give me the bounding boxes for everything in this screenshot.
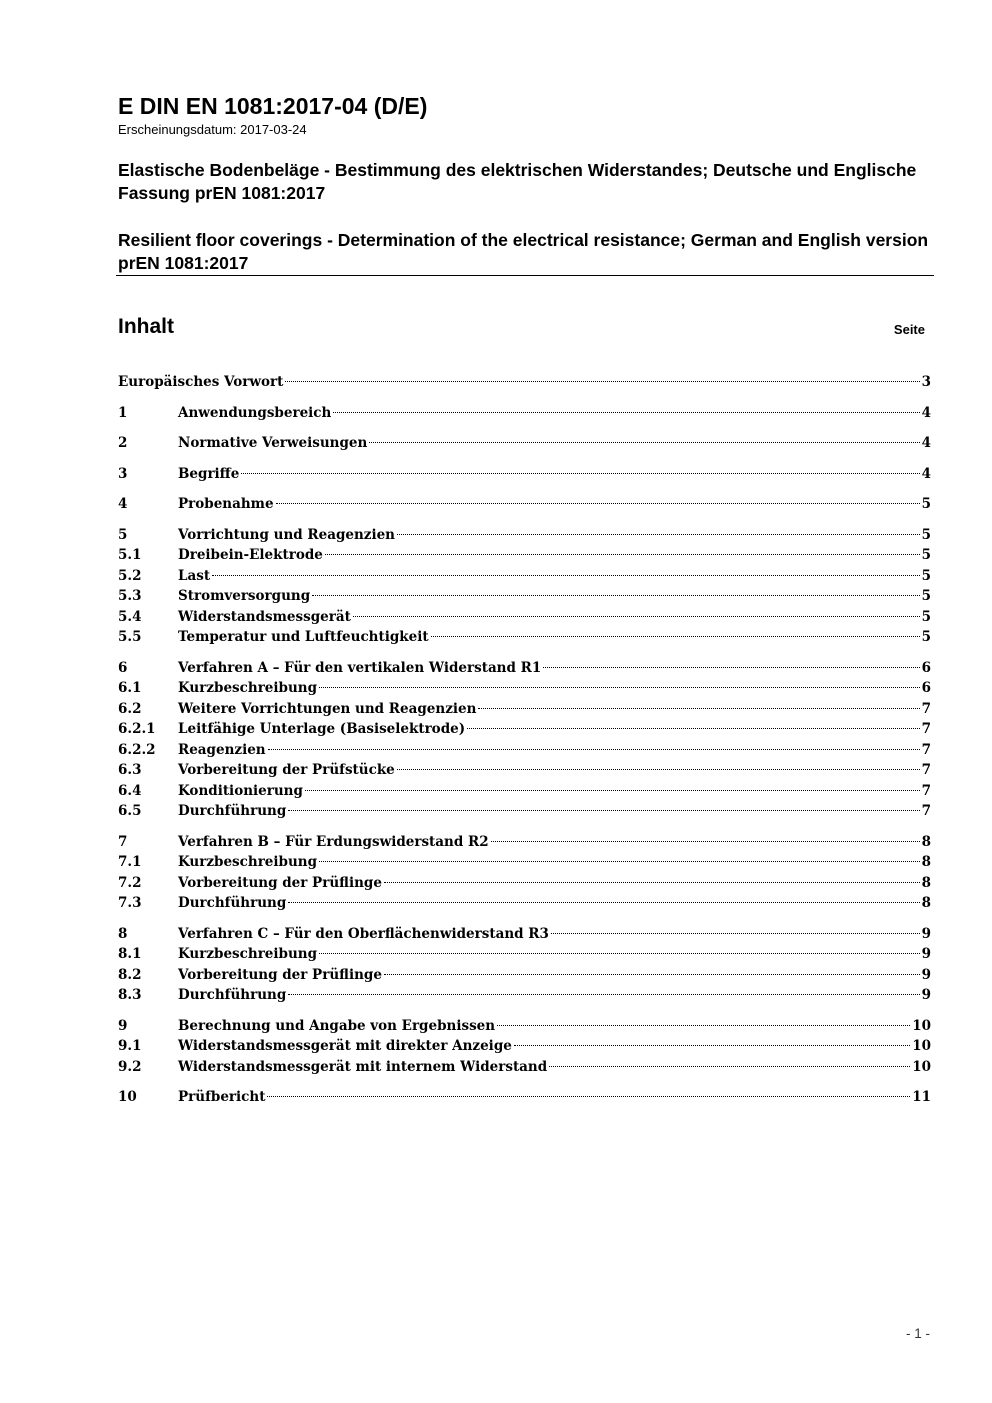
toc-entry-title: Vorbereitung der Prüfstücke [178,762,395,778]
toc-entry-page: 5 [921,547,931,563]
toc-entry-number: 6.5 [118,803,142,819]
toc-entry[interactable] [118,433,931,454]
toc-dot-leader [241,473,919,474]
toc-dot-leader [467,728,919,729]
document-id: E DIN EN 1081:2017-04 (D/E) [118,93,428,119]
toc-dot-leader [397,534,920,535]
toc-dot-leader [543,667,919,668]
toc-entry-title: Durchführung [178,987,287,1003]
toc-entry-number: 5.3 [118,588,142,604]
publication-date: Erscheinungsdatum: 2017-03-24 [118,122,307,137]
toc-entry-title: Begriffe [178,465,240,482]
toc-entry-number: 8.1 [118,946,142,962]
toc-entry-number: 3 [118,465,128,482]
toc-entry-number: 9.1 [118,1038,142,1054]
toc-entry-page: 8 [921,833,931,850]
toc-entry-number: 1 [118,404,128,421]
toc-entry-title: Durchführung [178,895,287,911]
toc-entry[interactable] [118,403,931,424]
toc-entry-title: Verfahren B – Für Erdungswiderstand R2 [178,833,489,850]
toc-entry[interactable] [118,924,931,945]
toc-dot-leader [551,933,920,934]
toc-dot-leader [288,994,919,995]
toc-entry-page: 9 [921,946,931,962]
toc-dot-leader [478,708,919,709]
toc-entry[interactable] [118,873,931,894]
toc-entry-number: 6.4 [118,782,142,799]
toc-entry-number: 2 [118,435,128,451]
toc-entry[interactable] [118,1016,931,1037]
toc-entry[interactable] [118,545,931,566]
toc-entry[interactable] [118,627,931,648]
toc-entry-number: 4 [118,496,128,512]
toc-entry-page: 11 [912,1089,931,1105]
toc-dot-leader [497,1025,910,1026]
toc-entry[interactable] [118,893,931,914]
toc-entry-page: 8 [921,895,931,911]
toc-entry-number: 6 [118,659,128,676]
title-english: Resilient floor coverings - Determination of the electrical resistance; German and English version prEN 1081:2017 [118,230,929,273]
toc-entry[interactable] [118,1036,931,1057]
toc-entry-title: Europäisches Vorwort [118,374,284,390]
toc-entry[interactable] [118,760,931,781]
toc-entry-number: 7.1 [118,854,142,870]
toc-entry[interactable] [118,494,931,515]
toc-entry-title: Prüfbericht [178,1089,266,1105]
toc-entry-number: 6.2.2 [118,741,156,758]
toc-entry[interactable] [118,985,931,1006]
toc-entry-page: 8 [921,854,931,870]
toc-dot-leader [212,575,920,576]
toc-entry-number: 10 [118,1089,137,1105]
toc-entry-page: 9 [921,966,931,983]
toc-entry-title: Vorrichtung und Reagenzien [178,526,396,543]
toc-dot-leader [312,595,919,596]
toc-dot-leader [285,381,919,382]
toc-entry-number: 7.3 [118,895,142,911]
toc-entry[interactable] [118,719,931,740]
toc-dot-leader [288,902,919,903]
table-of-contents [118,372,931,1108]
toc-entry-page: 5 [921,567,931,584]
toc-entry[interactable] [118,944,931,965]
toc-entry-title: Kurzbeschreibung [178,946,318,962]
toc-entry-title: Probenahme [178,496,274,512]
toc-entry-number: 7.2 [118,874,142,891]
toc-entry-page: 8 [921,874,931,891]
toc-entry-title: Vorbereitung der Prüflinge [178,874,382,891]
toc-entry-title: Anwendungsbereich [178,404,332,421]
toc-entry-number: 5.5 [118,629,142,645]
toc-entry[interactable] [118,525,931,546]
toc-entry-title: Temperatur und Luftfeuchtigkeit [178,629,429,645]
toc-entry-title: Verfahren A – Für den vertikalen Widerstand R1 [178,659,542,676]
toc-entry[interactable] [118,1087,931,1108]
toc-dot-leader [305,790,920,791]
toc-entry-number: 9 [118,1017,128,1034]
toc-entry-number: 7 [118,833,128,850]
page-number: - 1 - [905,1326,930,1341]
toc-dot-leader [267,1096,910,1097]
toc-entry-title: Durchführung [178,803,287,819]
toc-entry-number: 8.2 [118,966,142,983]
toc-entry-page: 5 [921,496,931,512]
toc-entry-page: 5 [921,588,931,604]
toc-dot-leader [384,882,920,883]
toc-heading: Inhalt [118,315,174,338]
toc-entry[interactable] [118,965,931,986]
toc-dot-leader [333,412,919,413]
toc-entry[interactable] [118,832,931,853]
toc-entry-page: 7 [921,741,931,758]
toc-entry-title: Berechnung und Angabe von Ergebnissen [178,1017,496,1034]
toc-entry-page: 3 [921,374,931,390]
toc-entry-page: 9 [921,987,931,1003]
toc-entry-page: 6 [921,659,931,676]
toc-dot-leader [288,810,919,811]
toc-entry-number: 6.3 [118,762,142,778]
toc-entry[interactable] [118,852,931,873]
toc-entry-title: Verfahren C – Für den Oberflächenwiderstand R3 [178,925,549,942]
toc-entry[interactable] [118,464,931,485]
toc-entry[interactable] [118,801,931,822]
toc-entry-page: 4 [921,465,931,482]
toc-entry-title: Last [178,567,211,584]
toc-entry[interactable] [118,699,931,720]
toc-entry-title: Widerstandsmessgerät mit internem Widerstand [178,1058,548,1075]
toc-entry-page: 7 [921,721,931,737]
toc-entry[interactable] [118,781,931,802]
toc-entry[interactable] [118,658,931,679]
toc-dot-leader [384,974,920,975]
toc-entry-page: 10 [912,1017,931,1034]
title-german: Elastische Bodenbeläge - Bestimmung des elektrischen Widerstandes; Deutsche und Englische Fassung prEN 1081:2017 [118,160,917,203]
toc-dot-leader [319,861,920,862]
toc-dot-leader [369,442,919,443]
toc-entry-number: 5.4 [118,608,142,625]
toc-entry[interactable] [118,740,931,761]
toc-entry[interactable] [118,566,931,587]
toc-entry-number: 6.2.1 [118,721,156,737]
toc-entry-number: 6.1 [118,680,142,696]
toc-dot-leader [431,636,920,637]
toc-entry-page: 5 [921,608,931,625]
toc-entry-title: Normative Verweisungen [178,435,368,451]
toc-dot-leader [325,554,920,555]
toc-entry-title: Leitfähige Unterlage (Basiselektrode) [178,721,466,737]
toc-dot-leader [353,616,920,617]
toc-entry[interactable] [118,607,931,628]
toc-entry-number: 8.3 [118,987,142,1003]
toc-entry-title: Konditionierung [178,782,303,799]
toc-entry-title: Widerstandsmessgerät mit direkter Anzeige [178,1038,512,1054]
toc-entry-page: 10 [912,1058,931,1075]
header-divider [116,275,934,276]
toc-dot-leader [491,841,920,842]
toc-entry-page: 7 [921,762,931,778]
toc-entry-page: 6 [921,680,931,696]
toc-entry-number: 5.1 [118,547,142,563]
toc-entry[interactable] [118,586,931,607]
toc-entry-page: 9 [921,925,931,942]
toc-entry-page: 7 [921,700,931,717]
toc-entry-page: 5 [921,526,931,543]
toc-entry-number: 9.2 [118,1058,142,1075]
toc-dot-leader [276,503,920,504]
toc-dot-leader [514,1045,910,1046]
toc-entry-page: 4 [921,404,931,421]
toc-entry-number: 6.2 [118,700,142,717]
toc-page-column-label: Seite [893,322,925,337]
toc-entry-title: Widerstandsmessgerät [178,608,351,625]
toc-dot-leader [319,687,920,688]
toc-dot-leader [549,1066,910,1067]
toc-entry[interactable] [118,372,931,393]
toc-dot-leader [397,769,920,770]
toc-entry-page: 5 [921,629,931,645]
toc-dot-leader [319,953,920,954]
toc-entry-title: Dreibein-Elektrode [178,547,323,563]
toc-entry-title: Vorbereitung der Prüflinge [178,966,382,983]
toc-entry-title: Stromversorgung [178,588,311,604]
toc-entry-title: Reagenzien [178,741,266,758]
toc-entry-page: 10 [912,1038,931,1054]
toc-entry-title: Kurzbeschreibung [178,680,318,696]
toc-dot-leader [268,749,920,750]
toc-entry-title: Kurzbeschreibung [178,854,318,870]
toc-entry-page: 7 [921,803,931,819]
toc-entry-title: Weitere Vorrichtungen und Reagenzien [178,700,477,717]
toc-entry-number: 8 [118,925,128,942]
toc-entry[interactable] [118,1057,931,1078]
toc-entry[interactable] [118,678,931,699]
toc-entry-page: 4 [921,435,931,451]
toc-entry-number: 5 [118,526,128,543]
toc-entry-number: 5.2 [118,567,142,584]
toc-entry-page: 7 [921,782,931,799]
